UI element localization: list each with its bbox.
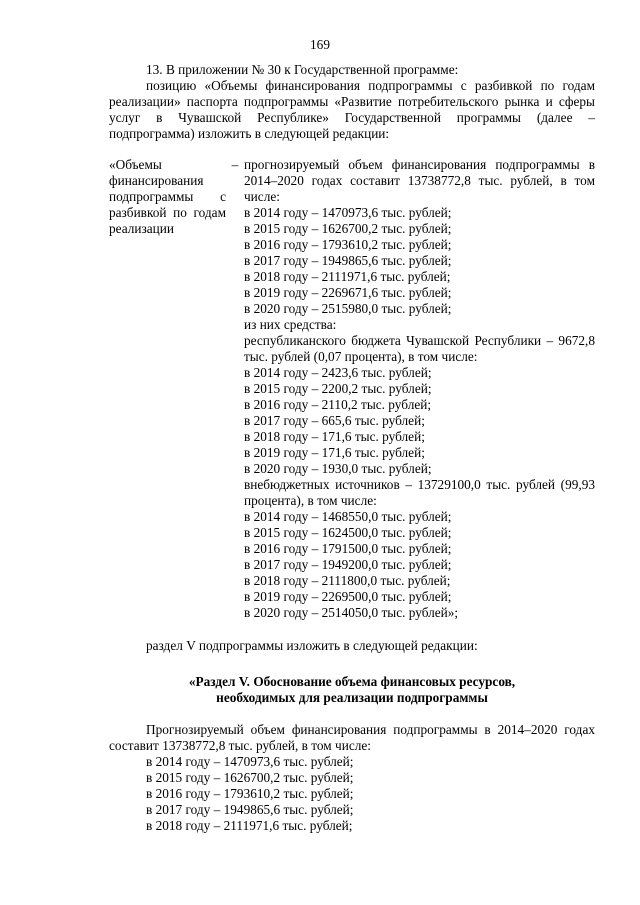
of-which-label: из них средства:: [244, 317, 337, 332]
funding-table: [109, 157, 595, 621]
list-item: в 2014 году – 1468550,0 тыс. рублей;: [244, 509, 452, 524]
list-item: в 2020 году – 1930,0 тыс. рублей;: [244, 461, 432, 476]
section-heading-line1: «Раздел V. Обоснование объема финансовых ресурсов,: [188, 674, 516, 689]
republic-text: республиканского бюджета Чувашской Республики – 9672,8 тыс. рублей (0,07 процента), в том числе:: [244, 333, 595, 364]
list-item: в 2016 году – 2110,2 тыс. рублей;: [244, 397, 432, 412]
forecast-text: Прогнозируемый объем финансирования подпрограммы в 2014–2020 годах составит 13738772,8 тыс. рублей, в том числе:: [109, 722, 595, 753]
table-left-label: «Объемы финансирования подпрограммы с разбивкой по годам реализации: [109, 157, 226, 236]
section-heading: [109, 674, 595, 706]
list-item: в 2017 году – 665,6 тыс. рублей;: [244, 413, 425, 428]
list-item: в 2020 году – 2514050,0 тыс. рублей»;: [244, 605, 459, 620]
list-item: в 2019 году – 171,6 тыс. рублей;: [244, 445, 425, 460]
table-right-content: [244, 157, 595, 621]
list-item: в 2016 году – 1791500,0 тыс. рублей;: [244, 541, 452, 556]
total-text: прогнозируемый объем финансирования подпрограммы в 2014–2020 годах составит 13738772,8 тыс. рублей, в том числе:: [244, 157, 595, 204]
list-item: в 2015 году – 2200,2 тыс. рублей;: [244, 381, 432, 396]
extra-text: внебюджетных источников – 13729100,0 тыс. рублей (99,93 процента), в том числе:: [244, 477, 595, 508]
list-item: в 2017 году – 1949865,6 тыс. рублей;: [244, 253, 452, 268]
list-item: в 2018 году – 2111971,6 тыс. рублей;: [244, 269, 451, 284]
list-item: в 2018 году – 2111800,0 тыс. рублей;: [244, 573, 451, 588]
position-paragraph: позицию «Объемы финансирования подпрограммы с разбивкой по годам реализации» паспорта подпрограммы «Развитие потребительского рынка и сферы услуг в Чувашской Республике» Государственной программы (далее – подпрограмма) изложить в следующей редакции:: [109, 78, 595, 141]
list-item: в 2016 году – 1793610,2 тыс. рублей;: [146, 786, 354, 801]
page-number: 169: [310, 37, 330, 52]
list-item: в 2014 году – 1470973,6 тыс. рублей;: [244, 205, 452, 220]
list-item: в 2015 году – 1624500,0 тыс. рублей;: [244, 525, 452, 540]
section-heading-line2: необходимых для реализации подпрограммы: [216, 690, 488, 705]
list-item: в 2019 году – 2269671,6 тыс. рублей;: [244, 285, 452, 300]
list-item: в 2017 году – 1949865,6 тыс. рублей;: [146, 802, 354, 817]
list-item: в 2018 году – 2111971,6 тыс. рублей;: [146, 818, 353, 833]
table-dash: –: [231, 157, 239, 172]
list-item: в 2019 году – 2269500,0 тыс. рублей;: [244, 589, 452, 604]
section-v-intro-block: [109, 638, 595, 654]
list-item: в 2015 году – 1626700,2 тыс. рублей;: [244, 221, 452, 236]
list-item: в 2014 году – 2423,6 тыс. рублей;: [244, 365, 432, 380]
list-item: в 2016 году – 1793610,2 тыс. рублей;: [244, 237, 452, 252]
list-item: в 2015 году – 1626700,2 тыс. рублей;: [146, 770, 354, 785]
list-item: в 2014 году – 1470973,6 тыс. рублей;: [146, 754, 354, 769]
list-item: в 2020 году – 2515980,0 тыс. рублей;: [244, 301, 452, 316]
list-item: в 2018 году – 171,6 тыс. рублей;: [244, 429, 425, 444]
forecast-block: [109, 722, 595, 834]
item-13: 13. В приложении № 30 к Государственной программе:: [146, 62, 459, 77]
list-item: в 2017 году – 1949200,0 тыс. рублей;: [244, 557, 452, 572]
intro-block: [109, 62, 595, 142]
section-v-intro: раздел V подпрограммы изложить в следующей редакции:: [146, 638, 478, 653]
